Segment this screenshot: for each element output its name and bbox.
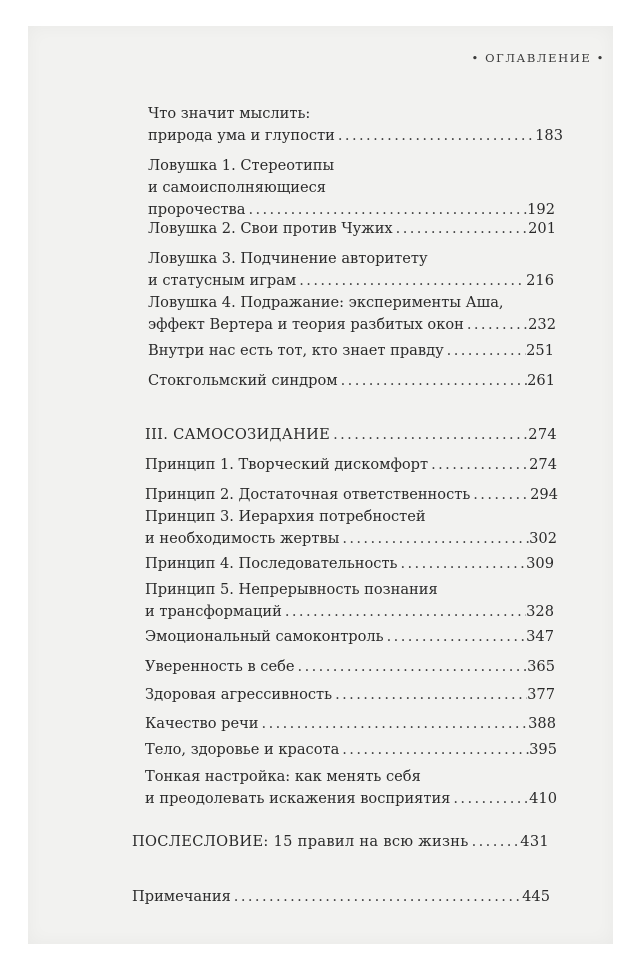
toc-entry-line: Тонкая настройка: как менять себя bbox=[145, 768, 421, 785]
toc-leader-dots bbox=[295, 656, 528, 678]
toc-entry-title: пророчества bbox=[148, 201, 246, 218]
toc-page-number: 183 bbox=[535, 127, 563, 144]
toc-leader-dots bbox=[393, 218, 528, 240]
header-right-dot: • bbox=[596, 51, 605, 65]
toc-entry-line: Ловушка 1. Стереотипы bbox=[148, 157, 335, 174]
toc-entry-line: Принцип 3. Иерархия потребностей bbox=[145, 508, 426, 525]
toc-page-number: 261 bbox=[527, 372, 555, 389]
toc-entry-title: Принцип 1. Творческий дискомфорт bbox=[145, 456, 429, 473]
toc-entry-trap-1[interactable] bbox=[148, 155, 555, 221]
toc-entry-speech-quality[interactable] bbox=[145, 713, 556, 735]
toc-entry-principle-3[interactable] bbox=[145, 506, 557, 550]
toc-section-self-creation[interactable] bbox=[145, 424, 557, 446]
toc-entry-inner-truth[interactable] bbox=[148, 340, 554, 362]
toc-entry-emotional-control[interactable] bbox=[145, 626, 554, 648]
toc-page-number: 309 bbox=[526, 555, 554, 572]
toc-entry-title: эффект Вертера и теория разбитых окон bbox=[148, 316, 464, 333]
toc-entry-title: Принцип 2. Достаточная ответственность bbox=[145, 486, 471, 503]
toc-entry-fine-tuning[interactable] bbox=[145, 766, 557, 810]
toc-leader-dots bbox=[397, 553, 526, 575]
toc-page-number: 445 bbox=[522, 888, 550, 905]
toc-entry-title: Качество речи bbox=[145, 715, 259, 732]
toc-leader-dots bbox=[450, 788, 529, 810]
toc-page-number: 365 bbox=[527, 658, 555, 675]
toc-section-afterword[interactable] bbox=[132, 831, 549, 853]
toc-leader-dots bbox=[339, 739, 529, 761]
toc-page-number: 274 bbox=[528, 426, 557, 443]
toc-entry-self-confidence[interactable] bbox=[145, 656, 555, 678]
toc-entry-trap-2[interactable] bbox=[148, 218, 556, 240]
toc-leader-dots bbox=[338, 370, 528, 392]
toc-page-number: 251 bbox=[526, 342, 554, 359]
toc-entry-title: Тело, здоровье и красота bbox=[145, 741, 340, 758]
toc-entry-stockholm[interactable] bbox=[148, 370, 555, 392]
toc-entry-title: Примечания bbox=[132, 888, 231, 905]
toc-entry-title: Здоровая агрессивность bbox=[145, 686, 333, 703]
toc-page-number: 328 bbox=[526, 603, 554, 620]
header-title: ОГЛАВЛЕНИЕ bbox=[485, 51, 592, 65]
toc-entry-title: Уверенность в себе bbox=[145, 658, 295, 675]
toc-entry-principle-4[interactable] bbox=[145, 553, 554, 575]
toc-page-number: 377 bbox=[527, 686, 555, 703]
toc-entry-principle-5[interactable] bbox=[145, 579, 554, 623]
toc-page-number: 431 bbox=[520, 833, 549, 850]
toc-leader-dots bbox=[335, 125, 535, 147]
toc-entry-principle-2[interactable] bbox=[145, 484, 558, 506]
toc-page-number: 410 bbox=[529, 790, 557, 807]
toc-entry-title: и необходимость жертвы bbox=[145, 530, 340, 547]
toc-page-number: 302 bbox=[529, 530, 557, 547]
toc-entry-title: Стокгольмский синдром bbox=[148, 372, 338, 389]
toc-entry-what-is-thinking[interactable] bbox=[148, 103, 563, 147]
toc-leader-dots bbox=[282, 601, 526, 623]
toc-leader-dots bbox=[444, 340, 526, 362]
toc-page-number: 395 bbox=[529, 741, 557, 758]
toc-entry-body-health-beauty[interactable] bbox=[145, 739, 557, 761]
header-left-dot: • bbox=[471, 51, 480, 65]
toc-leader-dots bbox=[469, 831, 521, 853]
toc-section-notes[interactable] bbox=[132, 886, 550, 908]
toc-entry-line: Ловушка 4. Подражание: эксперименты Аша, bbox=[148, 294, 504, 311]
toc-entry-line: Что значит мыслить: bbox=[148, 105, 311, 122]
toc-entry-title: и статусным играм bbox=[148, 272, 297, 289]
toc-leader-dots bbox=[296, 270, 526, 292]
toc-page-number: 192 bbox=[527, 201, 555, 218]
toc-page-number: 232 bbox=[528, 316, 556, 333]
toc-entry-title: III. САМОСОЗИДАНИЕ bbox=[145, 426, 331, 443]
toc-leader-dots bbox=[330, 424, 528, 446]
toc-leader-dots bbox=[259, 713, 529, 735]
toc-entry-line: Принцип 5. Непрерывность познания bbox=[145, 581, 438, 598]
toc-page-number: 201 bbox=[528, 220, 556, 237]
toc-page-number: 347 bbox=[526, 628, 554, 645]
toc-entry-healthy-aggression[interactable] bbox=[145, 684, 555, 706]
table-of-contents bbox=[28, 26, 613, 944]
toc-page-number: 388 bbox=[528, 715, 556, 732]
toc-entry-trap-4[interactable] bbox=[148, 292, 556, 336]
toc-leader-dots bbox=[428, 454, 529, 476]
toc-entry-principle-1[interactable] bbox=[145, 454, 557, 476]
toc-page-number: 294 bbox=[530, 486, 558, 503]
toc-leader-dots bbox=[464, 314, 528, 336]
toc-entry-line: Ловушка 3. Подчинение авторитету bbox=[148, 250, 428, 267]
toc-leader-dots bbox=[470, 484, 530, 506]
toc-entry-title: и трансформаций bbox=[145, 603, 282, 620]
toc-leader-dots bbox=[231, 886, 522, 908]
toc-page-number: 274 bbox=[529, 456, 557, 473]
toc-leader-dots bbox=[332, 684, 527, 706]
toc-entry-title: Принцип 4. Последовательность bbox=[145, 555, 398, 572]
toc-entry-title: Внутри нас есть тот, кто знает правду bbox=[148, 342, 444, 359]
toc-entry-title: природа ума и глупости bbox=[148, 127, 335, 144]
toc-entry-title: и преодолевать искажения восприятия bbox=[145, 790, 451, 807]
book-page bbox=[28, 26, 613, 944]
toc-entry-line: и самоисполняющиеся bbox=[148, 179, 327, 196]
toc-leader-dots bbox=[384, 626, 527, 648]
toc-entry-trap-3[interactable] bbox=[148, 248, 554, 292]
toc-leader-dots bbox=[339, 528, 529, 550]
toc-entry-title: ПОСЛЕСЛОВИЕ: 15 правил на всю жизнь bbox=[132, 833, 469, 850]
toc-page-number: 216 bbox=[526, 272, 554, 289]
toc-entry-title: Эмоциональный самоконтроль bbox=[145, 628, 384, 645]
toc-entry-title: Ловушка 2. Свои против Чужих bbox=[148, 220, 393, 237]
